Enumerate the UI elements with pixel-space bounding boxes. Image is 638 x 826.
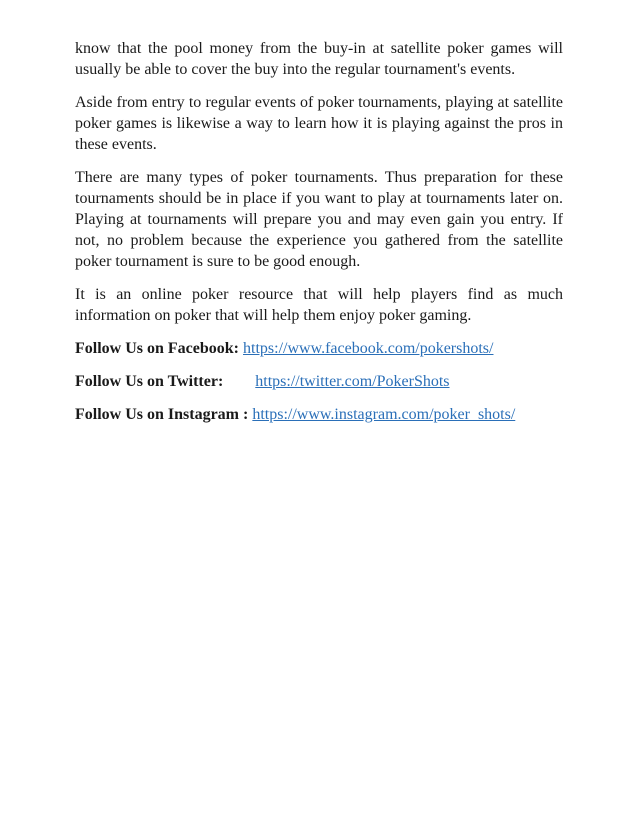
facebook-link[interactable]: https://www.facebook.com/pokershots/ bbox=[243, 340, 494, 357]
document-page bbox=[75, 38, 563, 437]
follow-instagram-label: Follow Us on Instagram : bbox=[75, 406, 253, 423]
instagram-link[interactable]: https://www.instagram.com/poker_shots/ bbox=[252, 406, 516, 423]
paragraph-satellite-games: Aside from entry to regular events of poker tournaments, playing at satellite poker games is likewise a way to learn how it is playing against the pros in these events. bbox=[75, 94, 563, 153]
follow-twitter-label: Follow Us on Twitter: bbox=[75, 373, 224, 390]
twitter-link[interactable]: https://twitter.com/PokerShots bbox=[255, 373, 450, 390]
paragraph-poker-resource: It is an online poker resource that will help players find as much information on poker that will help them enjoy poker gaming. bbox=[75, 286, 563, 324]
follow-facebook-label: Follow Us on Facebook: bbox=[75, 340, 243, 357]
paragraph-pool-money: know that the pool money from the buy-in at satellite poker games will usually be able to cover the buy into the regular tournament's events. bbox=[75, 40, 563, 78]
follow-twitter-line bbox=[75, 371, 563, 392]
follow-instagram-line bbox=[75, 404, 563, 425]
paragraph-tournament-types: There are many types of poker tournaments. Thus preparation for these tournaments should be in place if you want to play at tournaments later on. Playing at tournaments will prepare you and may even gain you entry. If not, no problem because the experience you gathered from the satellite poker tournament is sure to be good enough. bbox=[75, 169, 563, 270]
follow-facebook-line bbox=[75, 338, 563, 359]
